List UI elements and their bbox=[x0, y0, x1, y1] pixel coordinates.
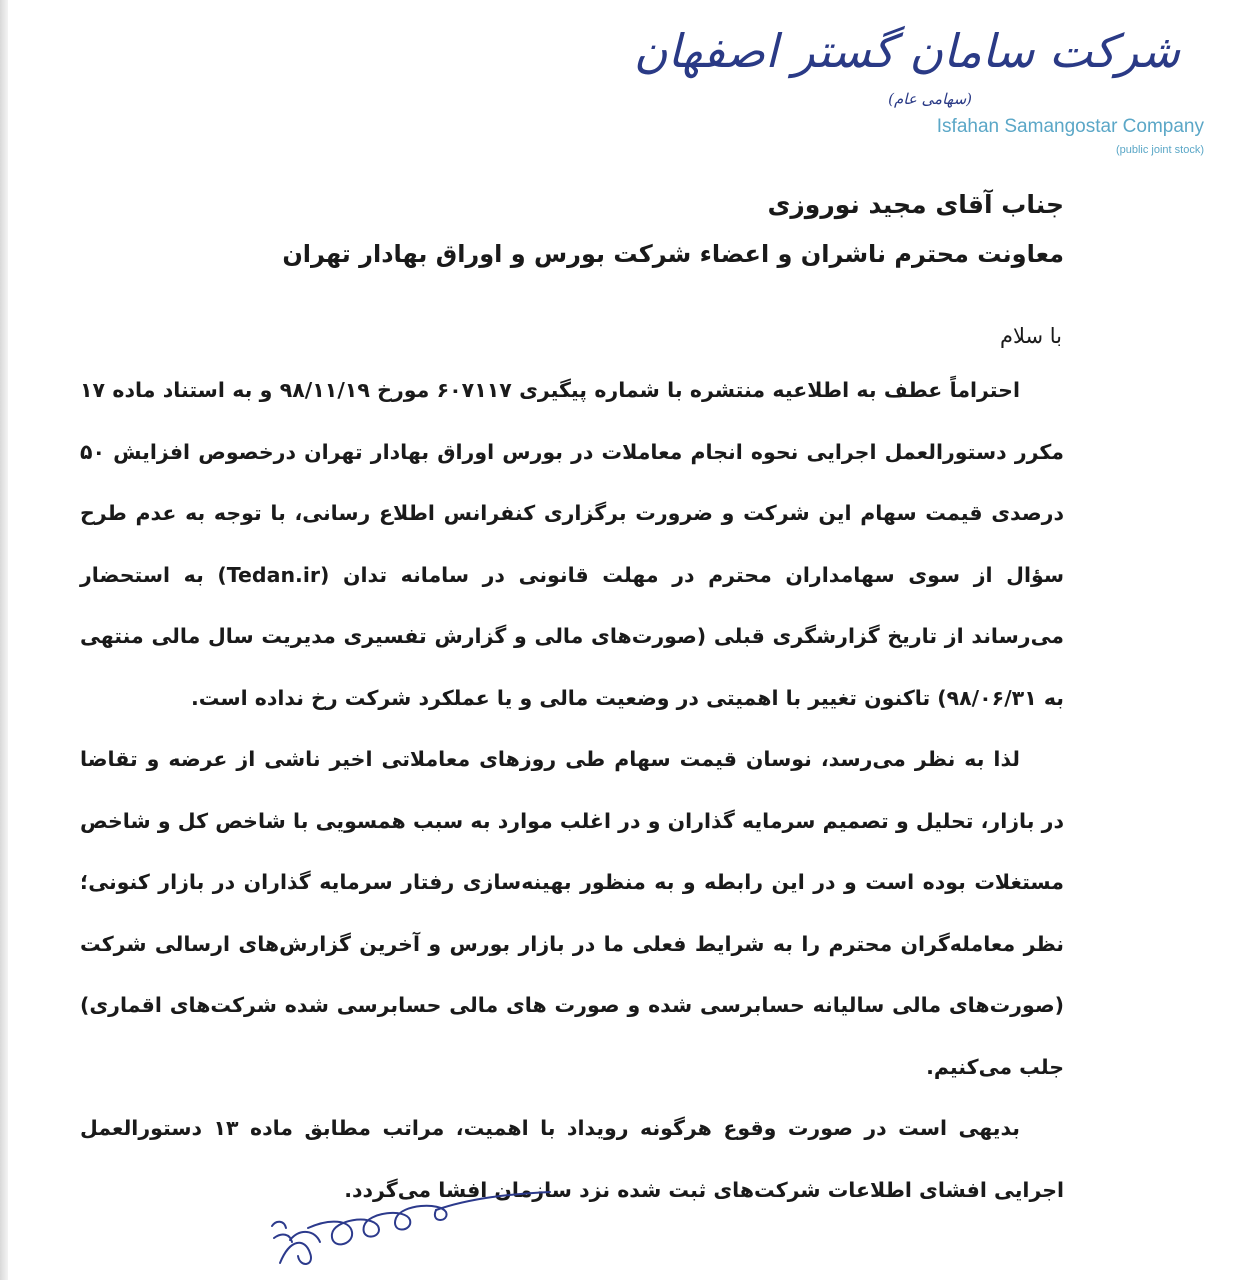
logo-company-type-en: (public joint stock) bbox=[1115, 144, 1204, 156]
logo-company-name-en: Isfahan Samangostar Company bbox=[936, 116, 1204, 137]
signature bbox=[260, 1168, 560, 1278]
letter-body bbox=[80, 178, 1064, 1221]
greeting: با سلام bbox=[999, 324, 1062, 348]
company-logo bbox=[633, 14, 1204, 164]
paragraph-1: احتراماً عطف به اطلاعیه منتشره با شماره پیگیری ۶۰۷۱۱۷ مورخ ۹۸/۱۱/۱۹ و به استناد ماده ۱۷ مکرر دستورالعمل اجرایی نحوه انجام معاملات در بورس اوراق بهادار تهران درخصوص افزایش ۵۰ درصدی قیمت سهام این شرکت و ضرورت برگزاری کنفرانس اطلاع رسانی، با توجه به عدم طرح سؤال از سوی سهامداران محترم در مهلت قانونی در سامانه تدان (Tedan.ir) به استحضار می‌رساند از تاریخ گزارشگری قبلی (صورت‌های مالی و گزارش تفسیری مدیریت سال مالی منتهی به ۹۸/۰۶/۳۱) تاکنون تغییر با اهمیتی در وضعیت مالی و یا عملکرد شرکت رخ نداده است. bbox=[80, 378, 1064, 710]
logo-company-name-fa: شرکت سامان گستر اصفهان bbox=[633, 24, 1180, 78]
recipient-name: جناب آقای مجید نوروزی bbox=[767, 190, 1064, 219]
paragraph-3: بدیهی است در صورت وقوع هرگونه رویداد با اهمیت، مراتب مطابق ماده ۱۳ دستورالعمل اجرایی افشای اطلاعات شرکت‌های ثبت شده نزد سازمان افشا می‌گردد. bbox=[80, 1116, 1064, 1202]
paragraph-2: لذا به نظر می‌رسد، نوسان قیمت سهام طی روزهای معاملاتی اخیر ناشی از عرضه و تقاضا در بازار، تحلیل و تصمیم سرمایه گذاران و در اغلب موارد به سبب همسویی با شاخص کل و شاخص مستغلات بوده است و در این رابطه و به منظور بهینه‌سازی رفتار سرمایه گذاران در بازار کنونی؛ نظر معامله‌گران محترم را به شرایط فعلی ما در بازار بورس و آخرین گزارش‌های ارسالی شرکت (صورت‌های مالی سالیانه حسابرسی شده و صورت های مالی حسابرسی شده شرکت‌های اقماری) جلب می‌کنیم. bbox=[80, 747, 1064, 1079]
recipient-title: معاونت محترم ناشران و اعضاء شرکت بورس و اوراق بهادار تهران bbox=[282, 240, 1064, 268]
logo-company-type-fa: (سهامی عام) bbox=[888, 90, 972, 108]
scan-edge bbox=[0, 0, 8, 1280]
